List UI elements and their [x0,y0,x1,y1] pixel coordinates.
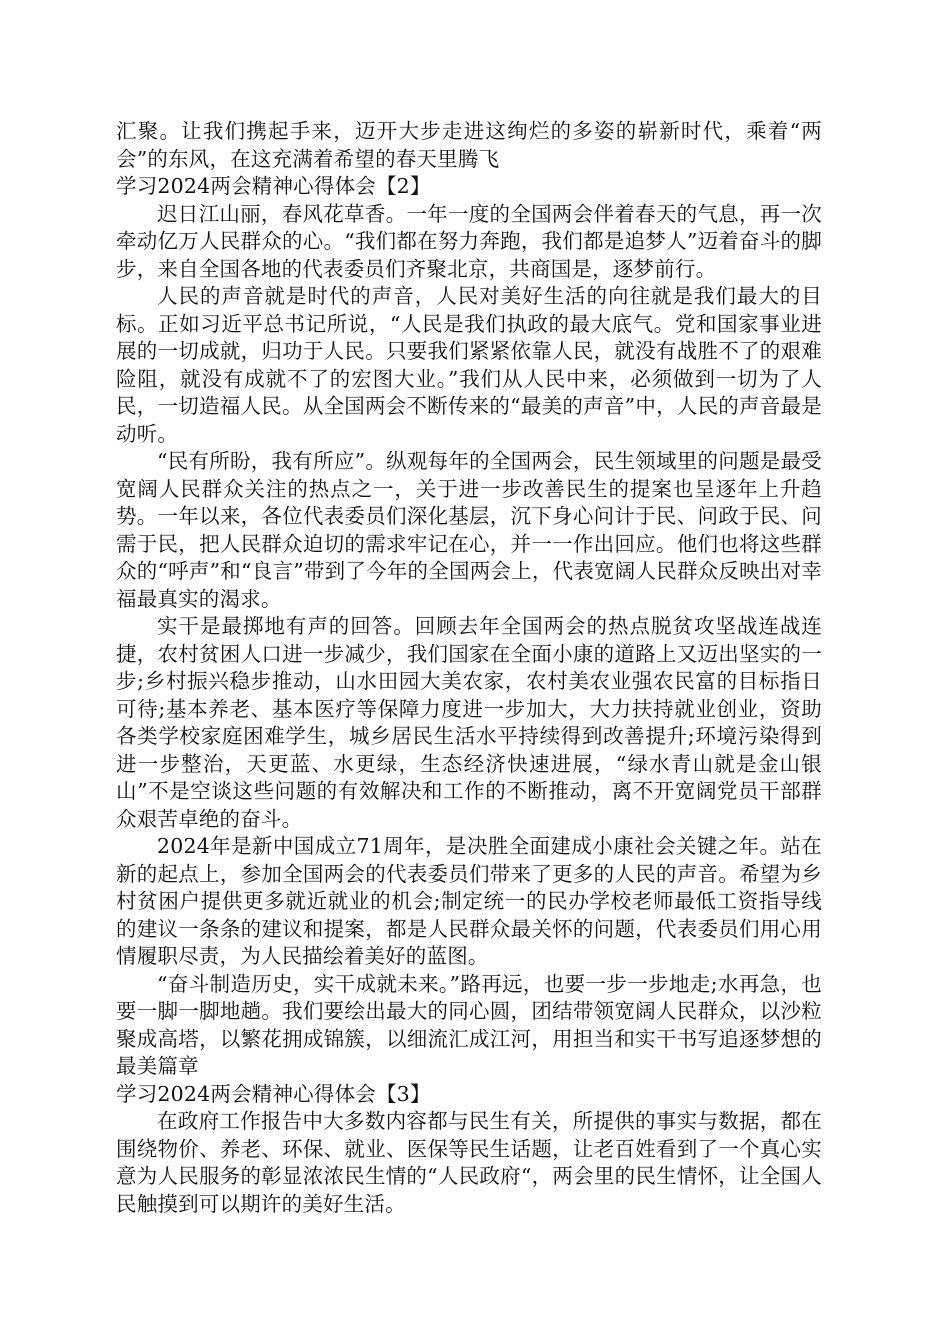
paragraph-continuation: 汇聚。让我们携起手来，迈开大步走进这绚烂的多姿的崭新时代，乘着“两会”的东风，在这充满着希望的春天里腾飞 [116,119,822,171]
paragraph: 迟日江山丽，春风花草香。一年一度的全国两会伴着春天的气息，再一次牵动亿万人民群众的心。“我们都在努力奔跑，我们都是追梦人”迈着奋斗的脚步，来自全国各地的代表委员们齐聚北京，共商国是，逐梦前行。 [116,201,822,281]
paragraph: 2024年是新中国成立71周年，是决胜全面建成小康社会关键之年。站在新的起点上，参加全国两会的代表委员们带来了更多的人民的声音。希望为乡村贫困户提供更多就近就业的机会;制定统一的民办学校老师最低工资指导线的建议一条条的建议和提案，都是人民群众最关怀的问题，代表委员们用心用情履职尽责，为人民描绘着美好的蓝图。 [116,834,822,968]
paragraph: 在政府工作报告中大多数内容都与民生有关，所提供的事实与数据，都在围绕物价、养老、环保、就业、医保等民生话题，让老百姓看到了一个真心实意为人民服务的彰显浓浓民生情的“人民政府“，两会里的民生情怀，让全国人民触摸到可以期许的美好生活。 [116,1109,822,1216]
paragraph: “民有所盼，我有所应”。纵观每年的全国两会，民生领域里的问题是最受宽阔人民群众关注的热点之一，关于进一步改善民生的提案也呈逐年上升趋势。一年以来，各位代表委员们深化基层，沉下身心问计于民、问政于民、问需于民，把人民群众迫切的需求牢记在心，并一一作出回应。他们也将这些群众的“呼声”和“良言”带到了今年的全国两会上，代表宽阔人民群众反映出对幸福最真实的渴求。 [116,449,822,611]
section-heading-3: 学习2024两会精神心得体会【3】 [116,1081,431,1106]
section-heading-2: 学习2024两会精神心得体会【2】 [116,174,431,198]
paragraph: 实干是最掷地有声的回答。回顾去年全国两会的热点脱贫攻坚战连战连捷，农村贫困人口进一步减少，我们国家在全面小康的道路上又迈出坚实的一步;乡村振兴稳步推动，山水田园大美农家，农村美农业强农民富的目标指日可待;基本养老、基本医疗等保障力度进一步加大，大力扶持就业创业，资助各类学校家庭困难学生，城乡居民生活水平持续得到改善提升;环境污染得到进一步整治，天更蓝、水更绿，生态经济快速进展，“绿水青山就是金山银山”不是空谈这些问题的有效解决和工作的不断推动，离不开宽阔党员干部群众艰苦卓绝的奋斗。 [116,614,822,831]
document-page [116,118,822,1218]
paragraph: 人民的声音就是时代的声音，人民对美好生活的向往就是我们最大的目标。正如习近平总书记所说，“人民是我们执政的最大底气。党和国家事业进展的一切成就，归功于人民。只要我们紧紧依靠人民，就没有战胜不了的艰难险阻，就没有成就不了的宏图大业。”我们从人民中来，必须做到一切为了人民，一切造福人民。从全国两会不断传来的“最美的声音”中，人民的声音最是动听。 [116,284,822,446]
paragraph: “奋斗制造历史，实干成就未来。”路再远，也要一步一步地走;水再急，也要一脚一脚地趟。我们要绘出最大的同心圆，团结带领宽阔人民群众，以沙粒聚成高塔，以繁花拥成锦簇，以细流汇成江河，用担当和实干书写追逐梦想的最美篇章 [116,971,822,1078]
